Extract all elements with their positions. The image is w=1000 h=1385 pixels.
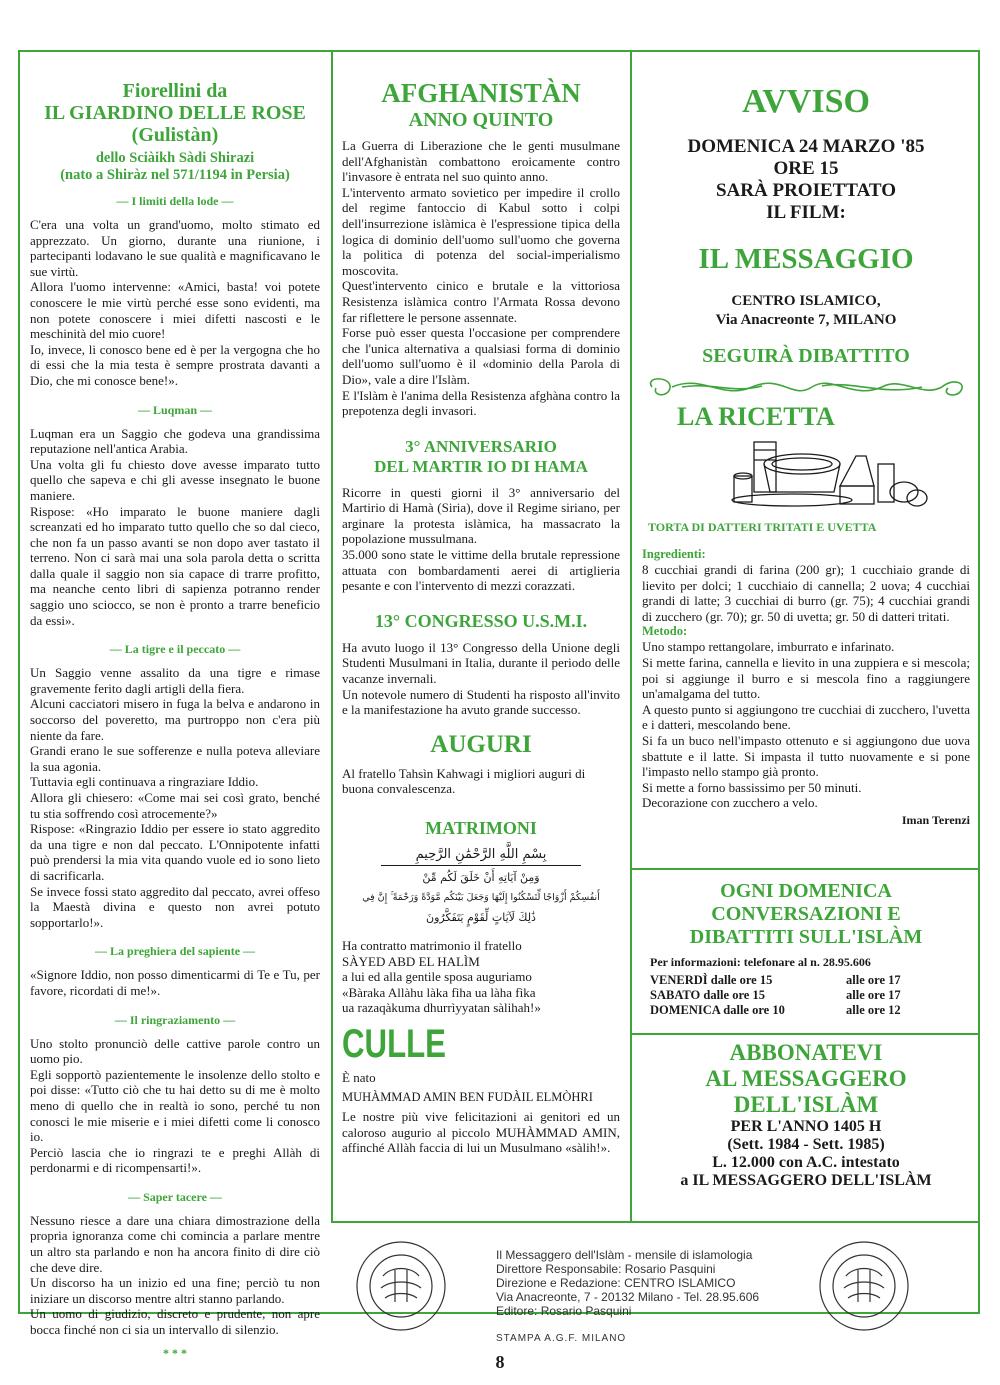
schedule-end: alle ore 17 bbox=[846, 987, 901, 1002]
afghan-subtitle: ANNO QUINTO bbox=[408, 109, 554, 131]
section-heading: — Il ringraziamento — bbox=[114, 1012, 236, 1027]
section-heading: — I limiti della lode — bbox=[116, 194, 234, 208]
abbonatevi-period: (Sett. 1984 - Sett. 1985) bbox=[727, 1136, 885, 1153]
afghan-text: La Guerra di Liberazione che le genti musulmane dell'Afghanistàn combattono eroicamente contro l'invasore è entrata nel suo quinto anno. L'intervento armato sovietico per impedire il crollo del regime fantoccio di Kabul sotto i colpi dell'insurrezione islàmica è l'espressione tipica della logica di dominio dell'uomo sull'uomo che governa la politica di potenza del social-imperialismo moscovita. Quest'intervento cinico e brutale e la vittoriosa Resistenza islàmica contro l'Armata Rossa devono far riflettere le persone assennate. Forse può esser questa l'occasione per comprendere che l'unica alternativa a qualsiasi forma di dominio dell'uomo sull'uomo è il «dominio della Parola di Dio», vale a dire l'Islàm. E l'Islàm è l'anima della Resistenza afghàna contro la prepotenza degli invasori. bbox=[342, 138, 620, 419]
table-row bbox=[650, 1003, 909, 1018]
gulistan-subtitle-1: dello Sciàikh Sàdi Shirazi bbox=[95, 150, 255, 166]
section-heading: — La preghiera del sapiente — bbox=[94, 944, 256, 959]
section-heading: — Luqman — bbox=[137, 402, 213, 417]
section-heading: — La tigre e il peccato — bbox=[109, 642, 241, 657]
arabic-line: وَمِنْ آيَاتِهِ أَنْ خَلَقَ لَكُم مِّنْ bbox=[422, 871, 540, 884]
schedule-table bbox=[650, 973, 909, 1018]
dibattito-notice: SEGUIRÀ DIBATTITO bbox=[702, 345, 910, 367]
ingredienti-label: Ingredienti: bbox=[642, 547, 706, 561]
metodo-label: Metodo: bbox=[642, 624, 688, 639]
matrimoni-text: Ha contratto matrimonio il fratello SÀYED ABD EL HALÌM a lui ed alla gentile sposa auguriamo «Bàraka Allàhu làka fìha ua làha fìka ua razaqàkuma dhurrìyyatan sàlihah!» bbox=[342, 938, 541, 1016]
gulistan-column bbox=[30, 80, 320, 1369]
section-text: C'era una volta un grand'uomo, molto stimato ed apprezzato. Un giorno, durante una riunione, i partecipanti lodavano le sue qualità e magnificavano le sue virtù. Allora l'uomo intervenne: «Amici, basta! voi potete conoscere le mie virtù perché esse sono evidenti, ma non potete conoscere i miei difetti nascosti e le meschinità del mio cuore! Io, invece, li conosco bene ed è per la vergogna che ho di essi che la mia testa è sempre prostrata davanti a Dio, che mi conosce bene!». bbox=[30, 217, 320, 388]
masthead-line: Il Messaggero dell'Islàm - mensile di islamologia bbox=[496, 1248, 753, 1262]
culle-name: MUHÀMMAD AMIN BEN FUDÀIL ELMÒHRI bbox=[342, 1089, 593, 1104]
afghan-title: AFGHANISTÀN bbox=[381, 78, 581, 108]
footer-divider bbox=[331, 1221, 980, 1223]
abbonatevi-2: AL MESSAGGERO bbox=[705, 1066, 907, 1091]
domenica-divider bbox=[630, 1033, 980, 1035]
ogni-domenica-2: CONVERSAZIONI E bbox=[711, 903, 901, 925]
film-title: IL MESSAGGIO bbox=[698, 243, 914, 275]
arabic-verse bbox=[342, 845, 620, 928]
congress-title: 13° CONGRESSO U.S.M.I. bbox=[374, 610, 588, 631]
hama-title-2: DEL MARTIR IO DI HAMA bbox=[374, 456, 588, 476]
culle-text: Le nostre più vive felicitazioni ai genitori ed un caloroso augurio al piccolo MUHÀMMAD AMIN, affinché Allàh faccia di lui un Musulmano «sàlih!». bbox=[342, 1109, 620, 1156]
table-row bbox=[650, 973, 909, 988]
masthead-line: Direzione e Redazione: CENTRO ISLAMICO bbox=[496, 1276, 736, 1290]
masthead-line: Editore: Rosario Pasquini bbox=[496, 1304, 632, 1318]
masthead-line: Direttore Responsabile: Rosario Pasquini bbox=[496, 1262, 716, 1276]
gulistan-title-2: IL GIARDINO DELLE ROSE bbox=[44, 102, 306, 124]
centro-address: Via Anacreonte 7, MILANO bbox=[715, 312, 897, 328]
section-heading: — Saper tacere — bbox=[128, 1189, 222, 1204]
ogni-domenica-1: OGNI DOMENICA bbox=[720, 880, 892, 902]
avviso-time: ORE 15 bbox=[773, 158, 839, 179]
congress-text: Ha avuto luogo il 13° Congresso della Unione degli Studenti Musulmani in Italia, durante il periodo delle vacanze invernali. Un notevole numero di Studenti ha risposto all'invito e la manifestazione ha avuto grande successo. bbox=[342, 639, 620, 718]
abbonatevi-box bbox=[642, 1040, 970, 1190]
ricetta-divider bbox=[630, 868, 980, 870]
arabic-line: أَنفُسِكُمْ أَزْوَاجًا لِّتَسْكُنُوا إِلَيْهَا وَجَعَلَ بَيْنَكُم مَّوَدَّةً وَرَحْمَةً ۚ إِنَّ فِي bbox=[362, 892, 600, 903]
section-text: Luqman era un Saggio che godeva una grandissima reputazione nell'antica Arabia. Una volta gli fu chiesto dove avesse imparato tutto quello che sapeva e chi gli avesse insegnato le buone maniere. Rispose: «Ho imparato le buone maniere dagli screanzati ed ho imparato tutto quello che so dal cieco, che non fa un passo avanti se non dopo aver tastato il terreno. Non ci sarà mai una sola parola detta o scritta dalla quale il saggio non sia capace di trarre profitto, ma neanche cento libri di sapienza potranno render saggio uno sciocco, se non è pronto a trarre beneficio da essi». bbox=[30, 425, 320, 628]
section-text: Uno stolto pronunciò delle cattive parole contro un uomo pio. Egli sopportò pazientemente le insolenze dello stolto e poi disse: «Tutto ciò che tu hai detto su di me è molto meno di quello che in realtà io sono, perché tu non conosci le mie miserie e i miei difetti come li conosco io. Perciò lascia che io ringrazi te e preghi Allàh di perdonarmi e di ricompensarti!». bbox=[30, 1035, 320, 1176]
info-phone: Per informazioni: telefonare al n. 28.95.606 bbox=[650, 955, 871, 969]
schedule-end: alle ore 12 bbox=[846, 1002, 901, 1017]
end-stars: * * * bbox=[163, 1345, 187, 1360]
recipe-author: Iman Terenzi bbox=[901, 812, 970, 827]
masthead-info bbox=[496, 1248, 816, 1346]
schedule-day: SABATO dalle ore 15 bbox=[650, 987, 765, 1002]
abbonatevi-to: a IL MESSAGGERO DELL'ISLÀM bbox=[680, 1172, 932, 1189]
kitchen-illustration bbox=[642, 434, 970, 512]
notices-column bbox=[642, 82, 970, 829]
matrimoni-title: MATRIMONI bbox=[425, 818, 537, 838]
centro-islamico-seal-icon bbox=[355, 1240, 447, 1332]
abbonatevi-3: DELL'ISLÀM bbox=[733, 1092, 879, 1117]
auguri-title: AUGURI bbox=[430, 730, 532, 758]
domenica-box bbox=[642, 880, 970, 1018]
avviso-title: AVVISO bbox=[742, 83, 870, 120]
page-number: 8 bbox=[495, 1352, 505, 1372]
culle-born: È nato bbox=[342, 1069, 376, 1085]
schedule-day: VENERDÌ dalle ore 15 bbox=[650, 972, 773, 987]
table-row bbox=[650, 988, 909, 1003]
centro-name: CENTRO ISLAMICO, bbox=[731, 293, 881, 309]
abbonatevi-1: ABBONATEVI bbox=[729, 1040, 883, 1065]
hama-title-1: 3° ANNIVERSARIO bbox=[405, 436, 557, 456]
column-divider-2 bbox=[630, 50, 632, 1222]
avviso-date: DOMENICA 24 MARZO '85 bbox=[687, 136, 925, 157]
ornament-divider bbox=[642, 372, 970, 402]
ricetta-subtitle: TORTA DI DATTERI TRITATI E UVETTA bbox=[648, 520, 877, 534]
abbonatevi-year: PER L'ANNO 1405 H bbox=[730, 1118, 882, 1135]
hama-text: Ricorre in questi giorni il 3° anniversario del Martirio di Hamà (Siria), dove il Regime siriano, per arginare la protesta islàmica, ha massacrato la popolazione mussulmana. 35.000 sono state le vittime della brutale repressione attuata con bombardamenti aerei di artiglieria pesante e con l'intervento di mezzi corazzati. bbox=[342, 484, 620, 594]
news-column bbox=[342, 78, 620, 1156]
schedule-end: alle ore 17 bbox=[846, 972, 901, 987]
masthead-line: Via Anacreonte, 7 - 20132 Milano - Tel. 28.95.606 bbox=[496, 1290, 760, 1304]
section-text: Nessuno riesce a dare una chiara dimostrazione della propria ignoranza come chi comincia a parlare mentre un altro sta parlando e non ha ancora finito di dire ciò che deve dire. Un discorso ha un inizio ed una fine; perciò tu non iniziare un discorso mentre altri stanno parlando. Un uomo di giudizio, discreto e prudente, non apre bocca finché non ci sia un intervallo di silenzio. bbox=[30, 1212, 320, 1338]
abbonatevi-price: L. 12.000 con A.C. intestato bbox=[712, 1154, 900, 1171]
metodo-text: Uno stampo rettangolare, imburrato e infarinato. Si mette farina, cannella e lievito in una zuppiera e si mescola; poi si aggiunge il burro e si mescola fino a raggiungere un'amalgama del tutto. A questo punto si aggiungono tre cucchiai di zucchero, l'uvetta e i datteri, mescolando bene. Si fa un buco nell'impasto ottenuto e si aggiungono due uova sbattute e il latte. Si impasta il tutto nuovamente e si pone l'impasto nello stampo già pronto. Si mette a forno bassissimo per 50 minuti. Decorazione con zucchero a velo. bbox=[642, 639, 970, 811]
avviso-line-3: SARÀ PROIETTATO bbox=[715, 180, 896, 201]
avviso-line-4: IL FILM: bbox=[766, 202, 846, 223]
gulistan-subtitle-2: (nato a Shiràz nel 571/1194 in Persia) bbox=[60, 167, 290, 183]
section-text: «Signore Iddio, non posso dimenticarmi di Te e Tu, per favore, ricordati di me!». bbox=[30, 967, 320, 998]
arabic-line: ذَٰلِكَ لَآيَاتٍ لِّقَوْمٍ يَتَفَكَّرُونَ bbox=[426, 911, 536, 924]
gulistan-title-1: Fiorellini da bbox=[122, 80, 228, 102]
auguri-text: Al fratello Tahsìn Kahwagi i migliori auguri di buona convalescenza. bbox=[342, 765, 586, 797]
printer-credit: STAMPA A.G.F. MILANO bbox=[496, 1333, 627, 1344]
ogni-domenica-3: DIBATTITI SULL'ISLÀM bbox=[689, 926, 923, 948]
culle-title: CULLE bbox=[342, 1021, 446, 1066]
gulistan-title-3: (Gulistàn) bbox=[131, 124, 219, 146]
section-text: Un Saggio venne assalito da una tigre e rimase gravemente ferito dagli artigli della fiera. Alcuni cacciatori misero in fuga la belva e andarono in soccorso del poveretto, ma purtroppo non c'era più niente da fare. Grandi erano le sue sofferenze e nulla poteva alleviare la sua agonia. Tuttavia egli continuava a ringraziare Iddio. Allora gli chiesero: «Come mai sei così grato, benché tu stia soffrendo così atrocemente?» Rispose: «Ringrazio Iddio per essere io stato aggredito da una tigre e non dal peccato. L'Onnipotente infatti può prendersi la mia vita quando vuole ed io sono lieto di sacrificarla. Se invece fossi stato aggredito dal peccato, avrei offeso la Maestà divina e questo non avrei potuto sopportarlo!». bbox=[30, 665, 320, 930]
ingredienti-text: 8 cucchiai grandi di farina (200 gr); 1 cucchiaio grande di lievito per dolci; 1 cucchiaio di cannella; 2 uova; 4 cucchiai grandi di latte; 3 cucchiai di burro (gr. 75); 4 cucchiai grandi di zucchero (gr. 70); gr. 50 di uvetta; gr. 50 di datteri tritati. bbox=[642, 562, 970, 624]
ricetta-title: LA RICETTA bbox=[677, 402, 835, 431]
column-divider-1 bbox=[331, 50, 333, 1222]
centro-islamico-seal-icon bbox=[818, 1240, 910, 1332]
schedule-day: DOMENICA dalle ore 10 bbox=[650, 1002, 785, 1017]
basmala: بِسْمِ اللَّهِ الرَّحْمَٰنِ الرَّحِيمِ bbox=[381, 845, 581, 866]
